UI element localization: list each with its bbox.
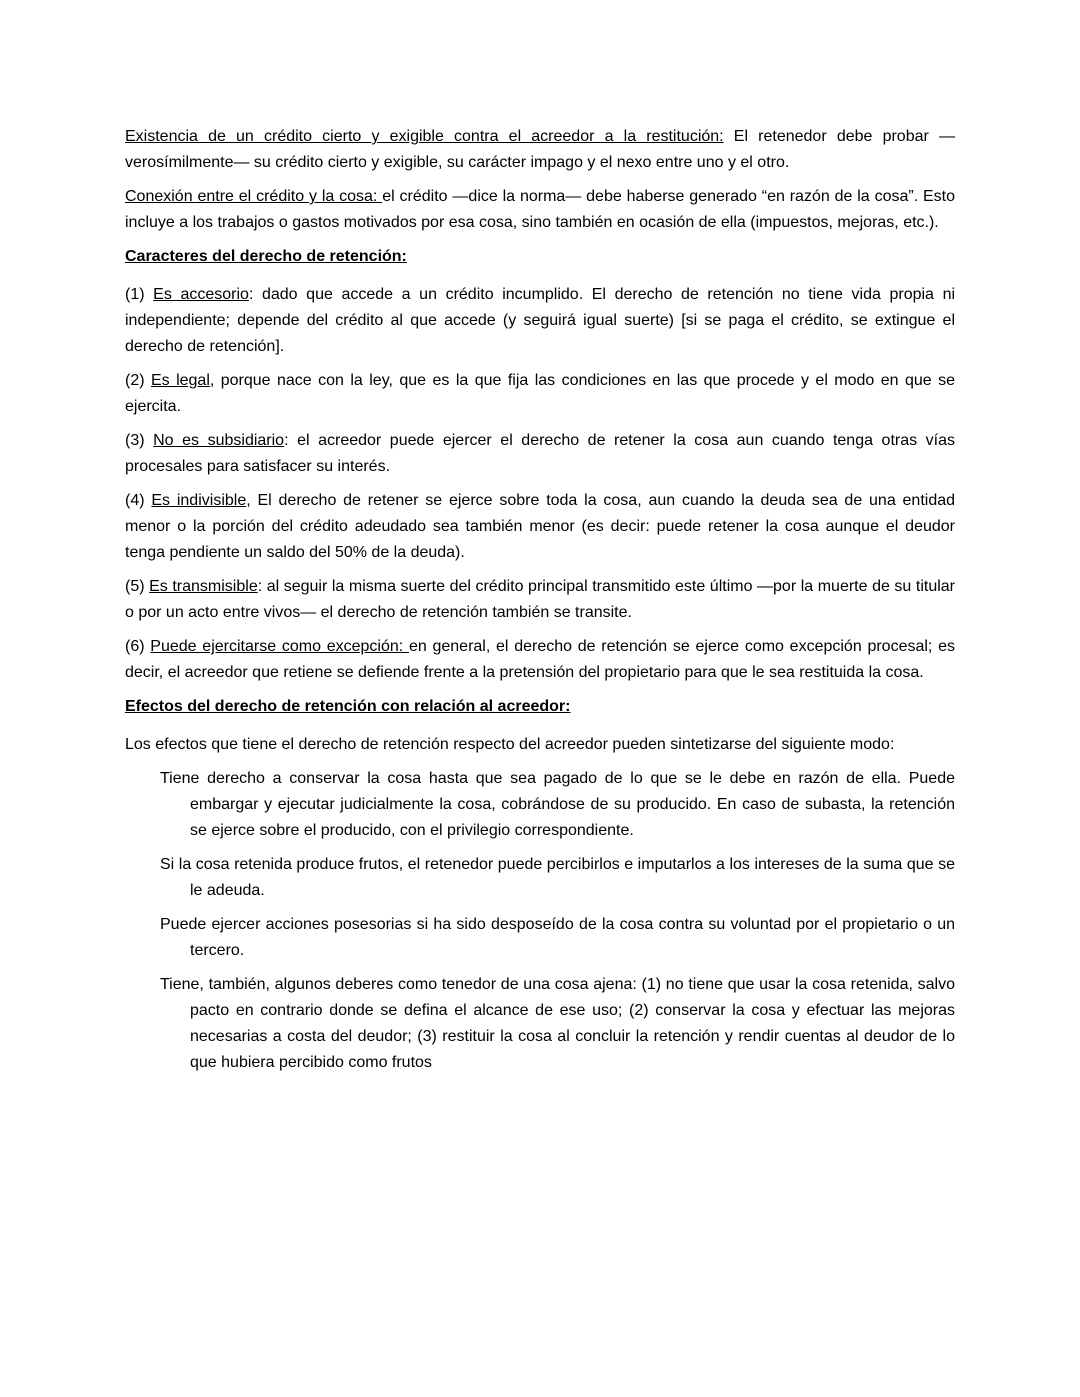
- text-segment: Es accesorio: [153, 286, 249, 303]
- text-segment: , porque nace con la ley, que es la que fija las condiciones en las que procede y el modo en que se ejercita.: [125, 372, 956, 415]
- section-heading: [125, 244, 955, 270]
- list-item: [125, 766, 955, 844]
- text-segment: : al seguir la misma suerte del crédito principal transmitido este último —por la muerte de su titular o por un acto entre vivos— el derecho de retención también se transite.: [125, 578, 956, 621]
- list-item: [125, 852, 955, 904]
- text-segment: (1): [125, 286, 154, 303]
- text-segment: El retenedor debe probar —verosímilmente— su crédito cierto y exigible, su carácter impago y el nexo entre uno y el otro.: [125, 128, 955, 171]
- paragraph: [125, 488, 955, 566]
- text-segment: (6): [125, 638, 151, 655]
- text-segment: (3): [125, 432, 154, 449]
- text-segment: (5): [125, 578, 150, 595]
- text-segment: Caracteres del derecho de retención:: [125, 248, 407, 265]
- text-segment: en general, el derecho de retención se ejerce como excepción procesal; es decir, el acreedor que retiene se defiende frente a la pretensión del propietario para que le sea restituida la cosa.: [125, 638, 956, 681]
- text-segment: Existencia de un crédito cierto y exigible contra el acreedor a la restitución:: [125, 128, 724, 145]
- text-segment: Es indivisible: [151, 492, 247, 509]
- list-item: [125, 912, 955, 964]
- text-segment: Puede ejercer acciones posesorias si ha sido desposeído de la cosa contra su voluntad por el propietario o un tercero.: [160, 916, 955, 959]
- paragraph: [125, 368, 955, 420]
- paragraph: [125, 124, 955, 176]
- text-segment: (2): [125, 372, 151, 389]
- text-segment: : dado que accede a un crédito incumplido. El derecho de retención no tiene vida propia ni independiente; depende del crédito al que accede (y seguirá igual suerte) [si se paga el crédito, se extingue el derecho de retención].: [125, 286, 956, 355]
- text-segment: Tiene derecho a conservar la cosa hasta que sea pagado de lo que se le debe en razón de ella. Puede embargar y ejecutar judicialmente la cosa, cobrándose de su producido. En caso de subasta, la retención se ejerce sobre el producido, con el privilegio correspondiente.: [160, 770, 955, 839]
- text-segment: el crédito —dice la norma— debe haberse generado “en razón de la cosa”. Esto incluye a los trabajos o gastos motivados por esa cosa, sino también en ocasión de ella (impuestos, mejoras, etc.).: [125, 188, 956, 231]
- text-segment: Tiene, también, algunos deberes como tenedor de una cosa ajena: (1) no tiene que usar la cosa retenida, salvo pacto en contrario donde se defina el alcance de ese uso; (2) conservar la cosa y efectuar las mejoras necesarias a costa del deudor; (3) restituir la cosa al concluir la retención y rendir cuentas al deudor de lo que hubiera percibido como frutos: [160, 976, 955, 1071]
- list-item: [125, 972, 955, 1076]
- text-segment: Si la cosa retenida produce frutos, el retenedor puede percibirlos e imputarlos a los intereses de la suma que se le adeuda.: [160, 856, 955, 899]
- paragraph: [125, 732, 955, 758]
- paragraph: [125, 634, 955, 686]
- paragraph: [125, 574, 955, 626]
- text-segment: : el acreedor puede ejercer el derecho de retener la cosa aun cuando tenga otras vías procesales para satisfacer su interés.: [125, 432, 956, 475]
- text-segment: Los efectos que tiene el derecho de retención respecto del acreedor pueden sintetizarse del siguiente modo:: [125, 736, 895, 753]
- text-segment: Puede ejercitarse como excepción:: [150, 638, 409, 655]
- paragraph: [125, 184, 955, 236]
- paragraph: [125, 428, 955, 480]
- text-segment: Conexión entre el crédito y la cosa:: [125, 188, 383, 205]
- text-segment: Es legal: [150, 372, 210, 389]
- section-heading: [125, 694, 955, 720]
- text-segment: (4): [125, 492, 152, 509]
- paragraph: [125, 282, 955, 360]
- text-segment: Efectos del derecho de retención con relación al acreedor:: [125, 698, 571, 715]
- text-segment: No es subsidiario: [153, 432, 285, 449]
- text-segment: Es transmisible: [149, 578, 258, 595]
- text-segment: , El derecho de retener se ejerce sobre toda la cosa, aun cuando la deuda sea de una entidad menor o la porción del crédito adeudado sea también menor (es decir: puede retener la cosa aunque el deudor tenga pendiente un saldo del 50% de la deuda).: [125, 492, 956, 561]
